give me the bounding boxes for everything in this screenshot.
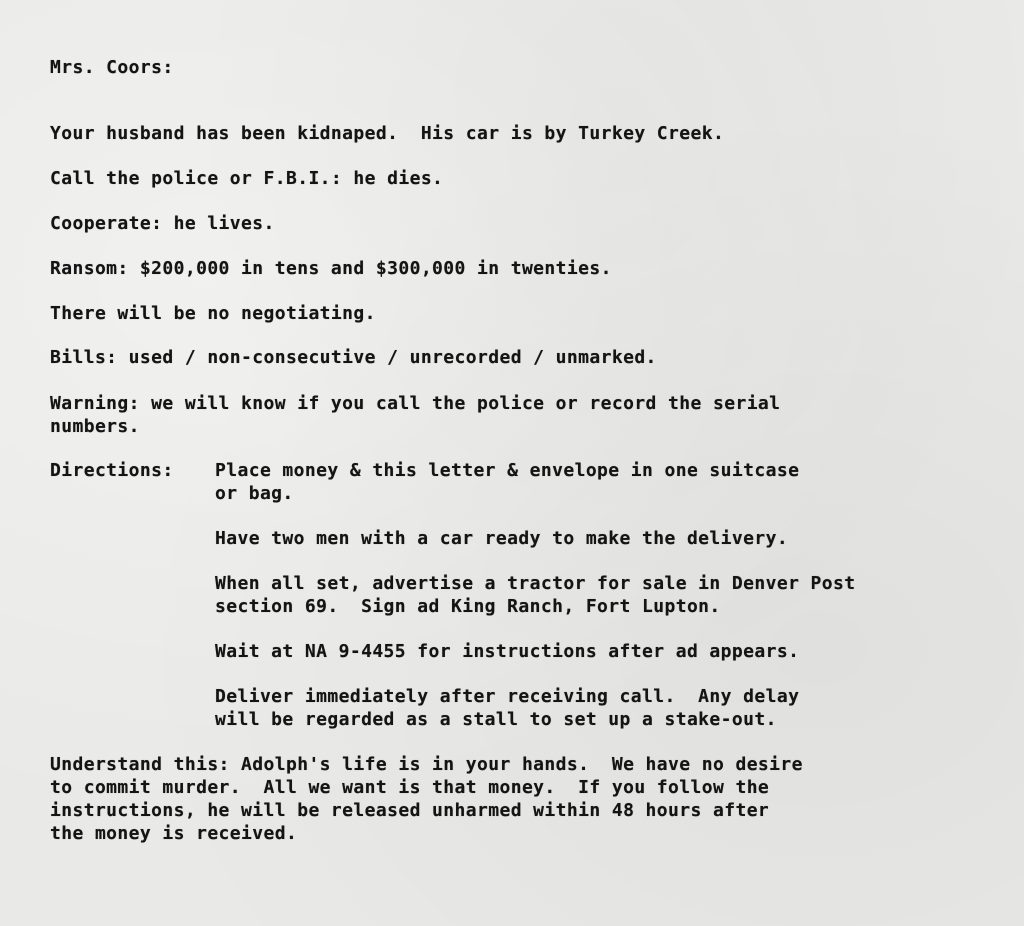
closing-line-4: the money is received.: [50, 823, 298, 844]
paragraph-police: Call the police or F.B.I.: he dies.: [50, 168, 444, 189]
direction-4-line-1: Wait at NA 9-4455 for instructions after ad appears.: [215, 641, 800, 662]
paragraph-ransom: Ransom: $200,000 in tens and $300,000 in twenties.: [50, 258, 612, 279]
warning-line-2: numbers.: [50, 416, 140, 437]
direction-1-line-1: Place money & this letter & envelope in one suitcase: [215, 460, 800, 481]
closing-line-3: instructions, he will be released unharmed within 48 hours after: [50, 800, 770, 821]
salutation: Mrs. Coors:: [50, 57, 174, 78]
direction-5-line-2: will be regarded as a stall to set up a stake-out.: [215, 709, 777, 730]
direction-3-line-1: When all set, advertise a tractor for sale in Denver Post: [215, 573, 856, 594]
direction-5-line-1: Deliver immediately after receiving call. Any delay: [215, 686, 800, 707]
paragraph-kidnaped: Your husband has been kidnaped. His car is by Turkey Creek.: [50, 123, 725, 144]
paragraph-bills: Bills: used / non-consecutive / unrecorded / unmarked.: [50, 347, 657, 368]
direction-2-line-1: Have two men with a car ready to make the delivery.: [215, 528, 789, 549]
direction-1-line-2: or bag.: [215, 483, 294, 504]
direction-3-line-2: section 69. Sign ad King Ranch, Fort Lupton.: [215, 596, 721, 617]
directions-label: Directions:: [50, 460, 174, 481]
closing-line-2: to commit murder. All we want is that money. If you follow the: [50, 777, 770, 798]
paragraph-negotiating: There will be no negotiating.: [50, 303, 376, 324]
closing-line-1: Understand this: Adolph's life is in your hands. We have no desire: [50, 754, 803, 775]
warning-line-1: Warning: we will know if you call the police or record the serial: [50, 393, 781, 414]
paragraph-cooperate: Cooperate: he lives.: [50, 213, 275, 234]
